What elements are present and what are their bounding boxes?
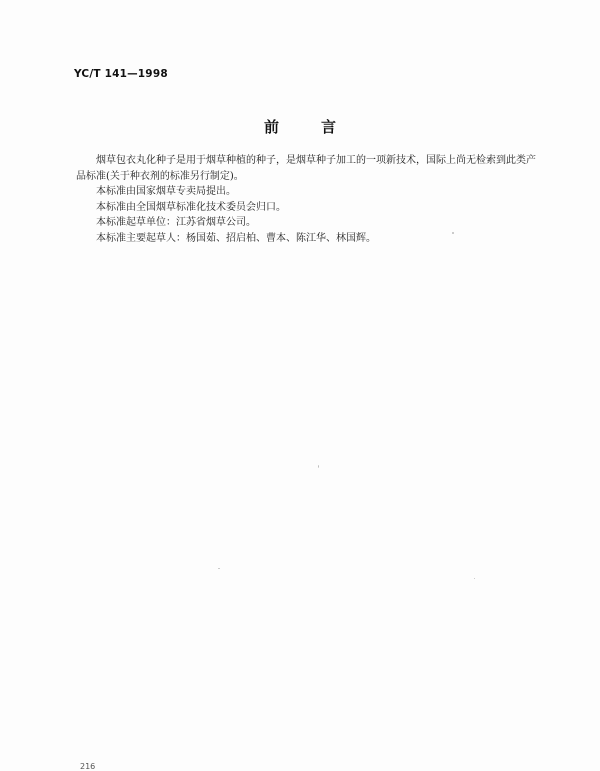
foreword-body: [76, 153, 536, 247]
paragraph-proposer: 本标准由国家烟草专卖局提出。: [96, 186, 236, 198]
page-number: 216: [80, 762, 96, 771]
standard-code: YC/T 141—1998: [74, 68, 168, 80]
scan-speck: [218, 568, 220, 569]
scan-speck: [318, 465, 319, 468]
scan-speck: [474, 578, 475, 579]
page-title: 前言: [263, 118, 378, 136]
paragraph-intro: 烟草包衣丸化种子是用于烟草种植的种子，是烟草种子加工的一项新技术，国际上尚无检索到此类产品标准(关于种衣剂的标准另行制定)。: [76, 155, 536, 182]
paragraph-centralized: 本标准由全国烟草标准化技术委员会归口。: [96, 201, 286, 213]
paragraph-drafting-unit: 本标准起草单位：江苏省烟草公司。: [96, 217, 256, 229]
paragraph-drafters: 本标准主要起草人：杨国茹、招启柏、曹本、陈江华、林国辉。: [96, 232, 376, 244]
scan-speck: [452, 232, 454, 234]
